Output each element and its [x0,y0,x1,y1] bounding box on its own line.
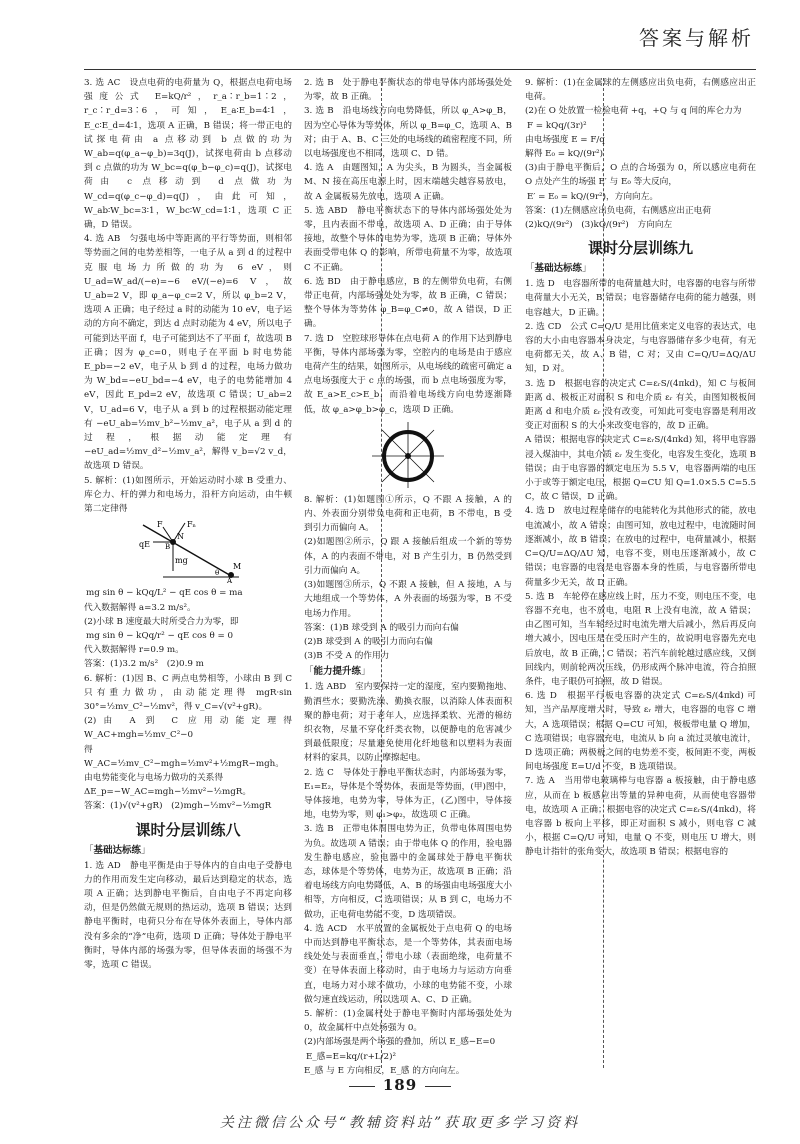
answer-8-3: 3. 选 B 沿电场线方向电势降低，所以 φ_A>φ_B，因为空心导体为等势体，所以 φ_B=φ_C，选项 A、B 对；由于 A、B、C 三处的电场线的疏密程度不同，所以电场强度也不相同，选项 C、D 错。 [304,106,512,160]
fig-label-f: F [157,520,163,530]
fig-label-qe: qE [139,540,150,550]
answer-9-3: 由电场强度 E = F/q [525,134,605,145]
answer-9b-2: 2. 选 CD 公式 C=Q/U 是用比值来定义电容的表达式，电容的大小由电容器本身决定，与电容器储存多少电荷，有无电荷都无关，故 A、B 错，C 对；又由 C=Q/U=ΔQ/ΔU 知，D 对。 [525,321,756,375]
answer-9-1: 9. 解析：(1)在金属球的左侧感应出负电荷，右侧感应出正电荷。 [525,78,756,103]
answer-9b-6: 6. 选 D 根据平行板电容器的决定式 C=εᵣS/(4πkd) 可知，当产品厚度增大时，导致 εᵣ 增大，电容器的电容 C 增大，A 选项错误；根据 Q=CU 可知，极板带电量 Q 增加，C 选项错误；电容器充电，电流从 b 向 a 流过灵敏电流计，D 选项正确；两极板之间的电势差不变，板间距不变，两板间电场强度 E=U/d 不变，B 选项错误。 [525,691,756,773]
answer-8-6: 6. 选 BD 由于静电感应，B 的左侧带负电荷，右侧带正电荷，内部场强处处为零，故 B 正确，C 错误；整个导体为等势体 φ_B=φ_C≠0，故 A 错误，D 正确。 [304,276,512,330]
header-rule [84,69,756,70]
answer-6-part4: 由电势能变化与电场力做功的关系得 [84,772,223,783]
answer-9-4: 解得 E₀ = kQ/(9r²) [525,149,604,160]
answer-9-final: 答案：(1)左侧感应出负电荷，右侧感应出正电荷 (2)kQ/(9r²) (3)kQ/(9r²) 方向向左 [525,205,712,231]
fig-label-mg: mg [175,556,188,566]
page-header [0,0,800,72]
fig-label-m: M [233,562,242,572]
subsection-improve: 「能力提升练」 [304,666,371,678]
equation-1: mg sin θ − kQq/L² − qE cos θ = ma [86,588,243,599]
content-columns [84,76,756,1076]
answer-8-1: 1. 选 AD 静电平衡是由于导体内的自由电子受静电力的作用而发生定向移动，最后达到稳定的状态，选项 A 正确；达到静电平衡后，自由电子不再定向移动，但是仍然做无规则的热运动，选项 B 错误；达到静电平衡时，电荷只分布在导体外表面上，导体内部没有多余的“净”电荷，选项 D 正确；导体处于静电平衡时，导体内部的场强为零，但导体表面的场强不为零，选项 C 错误。 [84,860,292,970]
answer-8-8-final: 答案：(1)B 球受到 A 的吸引力而向右偏 (2)B 球受到 A 的吸引力而向右偏 (3)B 不受 A 的作用力 [304,622,459,662]
answer-9b-3b: A 错误；根据电容的决定式 C=εᵣS/(4πkd) 知，将甲电容器浸入煤油中，其电介质 εᵣ 发生变化，电容发生变化，选项 B 错误；由于电容器的额定电压为 5.5 V，电容器两端的电压小于或等于额定电压，根据 Q=CU 知 Q=1.0×5.5 C=5.5 C，故 C 错误，D 正确。 [525,435,756,503]
answer-8-improve-5b: (2)内部场强是两个场强的叠加，所以 E_感−E=0 [304,1037,496,1048]
equation-2: mg sin θ − kQq/r² − qE cos θ = 0 [86,630,234,641]
answer-8-8-part1: 8. 解析：(1)如题图①所示，Q 不跟 A 接触，A 的内、外表面分别带负电荷和正电荷，B 不带电，B 受到引力而偏向 A。 [304,494,512,534]
page-number: 189 [0,1076,800,1094]
rod-line [143,525,233,577]
footer-note: 关注微信公众号“教辅资料站”获取更多学习资料 [219,1115,581,1131]
answer-8-5: 5. 选 ABD 静电平衡状态下的导体内部场强处处为零，且内表面不带电，故选项 A、D 正确；由于导体接地，故整个导体的电势为零，选项 B 正确；导体外表面受带电体 Q 的影响，所带电荷量不为零，故选项 C 不正确。 [304,205,512,273]
answer-6-part1: 6. 解析：(1)因 B、C 两点电势相等，小球由 B 到 C 只有重力做功，由动能定理得 mgR·sin 30°=½mv_C²−½mv²，得 v_C=√(v²+gR)。 [84,673,292,712]
answer-5-result-r: 代入数据解得 r=0.9 m。 [84,645,184,656]
equation-3: E_感=E=kq/(r+L/2)² [306,1051,396,1062]
answer-8-improve-1: 1. 选 ABD 室内要保持一定的湿度，室内要勤拖地、勤洒些水；要勤洗澡、勤换衣服，以消除人体表面积聚的静电荷；对于老年人，应选择柔软、光滑的棉纺织衣物，尽量不穿化纤类衣物，以便静电的危害减少到最低限度；尽量避免使用化纤地毯和以塑料为表面材料的家具，以防止摩擦起电。 [304,682,512,764]
equation-4: F = kQq/(3r)² [527,120,587,131]
page-number-dash [425,1086,451,1087]
subsection-basic-9: 「基础达标练」 [525,263,592,275]
answer-8-8-part3: (3)如题图③所示，Q 不跟 A 接触，但 A 接地，A 与大地组成一个等势体，A 外表面的场强为零，B 不受电场力作用。 [304,580,512,619]
answer-9b-7: 7. 选 A 当用带电玻璃棒与电容器 a 板接触，由于静电感应，从而在 b 板感应出等量的异种电荷，从而使电容器带电，故选项 A 正确；根据电容的决定式 C=εᵣS/(4πkd)，将电容器 b 板向上平移，即正对面积 S 减小，则电容 C 减小，根据 C=Q/U 可知，电量 Q 不变，则电压 U 增大，则静电计指针的张角变大，故选项 B 错误；根据电容的 [525,776,756,858]
section-title-8: 课时分层训练八 [135,820,241,839]
answer-9-5: (3)由于静电平衡后，O 点的合场强为 0，所以感应电荷在 O 点处产生的场强 E′ 与 E₀ 等大反向， [525,163,756,188]
answer-8-improve-5: 5. 解析：(1)金属杆处于静电平衡时内部场强处处为 0，故金属杆中点处场强为 0。 [304,1008,512,1034]
answer-5-intro: 5. 解析：(1)如图所示，开始运动时小球 B 受重力、库仑力、杆的弹力和电场力，沿杆方向运动，由牛顿第二定律得 [84,475,292,515]
answer-9b-5: 5. 选 B 车轮停在感应线上时，压力不变，则电压不变，电容器不充电，也不放电，电阻 R 上没有电流，故 A 错误；由乙图可知，当车轮经过时电流先增大后减小，然后再反向增大减小，因电压是在受压时产生的，故说明电容器先充电后放电，故 B 正确，C 错误；若汽车前轮越过感应线，又倒回线内，则前轮两次压线，仍形成两个脉冲电流，符合拍照条件，电子眼仍可拍照，故 D 错误。 [525,591,756,687]
answer-8-4: 4. 选 A 由题图知，A 为尖头，B 为圆头，当金属板 M、N 接在高压电源上时，因末端越尖越容易放电，故 A 金属板易先放电，选项 A 正确。 [304,163,512,202]
subsection-basic: 「基础达标练」 [84,844,151,856]
answer-9-2: (2)在 O 处放置一检验电荷 +q，+Q 与 q 间的库仑力为 [525,106,742,117]
equation-5: E′ = E₀ = kQ/(9r²)，方向向左。 [527,191,659,202]
answer-6-part2: (2)由 A 到 C 应用动能定理得 W_AC+mgh=½mv_C²−0 [84,716,292,741]
answer-8-8-part2: (2)如题图②所示，Q 跟 A 接触后组成一个新的等势体，A 的内表面不带电，对 B 产生引力，B 仍然受到引力而偏向 A。 [304,537,512,576]
answer-8-2: 2. 选 B 处于静电平衡状态的带电导体内部场强处处为零，故 B 正确。 [304,78,512,103]
answer-8-improve-2: 2. 选 C 导体处于静电平衡状态时，内部场强为零，E₁=E₂，导体是个等势体，表面是等势面，(甲)图中，导体接地，电势为零，导体为正，(乙)图中，导体接地，电势为零，则 φ₁>φ₂，故选项 C 正确。 [304,767,512,821]
answer-5-result-a: 代入数据解得 a=3.2 m/s²。 [84,602,196,613]
section-title-9: 课时分层训练九 [587,239,693,258]
column-middle [304,76,512,1076]
answer-5-part2: (2)小球 B 速度最大时所受合力为零，即 [84,616,239,627]
answer-9b-1: 1. 选 D 电容器所带的电荷量越大时，电容器的电容与所带电荷量大小无关，B 错误；电容器储存电荷的能力越强，则电容越大，D 正确。 [525,279,756,318]
column-right [525,76,756,1076]
force-diagram-figure [133,519,243,583]
answer-5-final: 答案：(1)3.2 m/s² (2)0.9 m [84,659,204,670]
answer-9b-4: 4. 选 D 放电过程是储存的电能转化为其他形式的能，放电电流减小，故 A 错误；由图可知，放电过程中，电流随时间逐渐减小，故 B 错误；在放电的过程中，电荷量减小，根据 C=Q/U=ΔQ/ΔU 知，电容不变，则电压逐渐减小，故 C 错误；电容器的电容是电容器本身的性质，与电容器所带电荷量多少无关，故 D 正确。 [525,506,756,588]
answer-6-final: 答案：(1)√(v²+gR) (2)mgh−½mv²−½mgR [84,801,272,812]
header-title: 答案与解析 [639,26,754,50]
fig-label-theta: θ [215,569,220,578]
answer-6-part5: ΔE_p=−W_AC=mgh−½mv²−½mgR。 [84,787,252,798]
fig-label-fn: Fₙ [187,520,197,530]
page-number-dash [349,1086,375,1087]
answer-4: 4. 选 AB 匀强电场中等距离的平行等势面，则相邻等势面之间的电势差相等，一电子从 a 到 d 的过程中克服电场力所做的功为 6 eV，则 U_ad=W_ad/(−e)=−6 eV/(−e)=6 V，故 U_ab=2 V，即 φ_a−φ_c=2 V，所以 φ_b=2 V，选项 A 正确；电子经过 a 时的动能为 10 eV，电子运动的方向不确定，到达 d 点时动能为 4 eV，所以电子可能到达平面 f，电子可能到达不了平面 f，故选项 B 正确；因为 φ_c=0，则电子在平面 b 时电势能 E_pb=−2 eV，电子从 b 到 d 的过程，电场力做功为 W_bd=−eU_bd=−4 eV，电子的电势能增加 4 eV，因此 E_pd=2 eV，故选项 C 错误；U_ab=2 V，U_ad=6 V，电子从 a 到 b 的过程根据动能定理有 −eU_ab=½mv_b²−½mv_a²，电子从 a 到 d 的过程，根据动能定理有 −eU_ad=½mv_d²−½mv_a²，解得 v_b=√2 v_d，故选项 D 错误。 [84,234,292,472]
column-left [84,76,292,1076]
fig-label-n: N [177,532,184,542]
answer-9b-3: 3. 选 D 根据电容的决定式 C=εᵣS/(4πkd)，知 C 与板间距离 d、极板正对面积 S 和电介质 εᵣ 有关，由图知极板间距离 d 和电介质 εᵣ 没有改变，可知此可变电容器是利用改变正对面积 S 的大小来改变电容的，故 D 正确。 [525,378,756,432]
answer-3: 3. 选 AC 设点电荷的电荷量为 Q，根据点电荷电场强度公式 E=kQ/r²，r_a∶r_b=1∶2，r_c∶r_d=3∶6，可知，E_a∶E_b=4∶1，E_c∶E_d=4∶1，选项 A 正确，B 错误；将一带正电的试探电荷由 a 点移动到 b 点做的功为 W_ab=q(φ_a−φ_b)=3q(J)，试探电荷由 b 点移动到 c 点做的功为 W_bc=q(φ_b−φ_c)=q(J)，试探电荷由 c 点移动到 d 点做功为 W_cd=q(φ_c−φ_d)=q(J)，由此可知，W_ab∶W_bc=3∶1，W_bc∶W_cd=1∶1，选项 C 正确，D 错误。 [84,78,292,231]
answer-8-improve-4: 4. 选 ACD 水平放置的金属板处于点电荷 Q 的电场中而达到静电平衡状态，是一个等势体，其表面电场线处处与表面垂直，带电小球（表面绝缘，电荷量不变）在导体表面上移动时，由于电场力与运动方向垂直，电场力对小球不做功，小球的电势能不变，小球做匀速直线运动，所以选项 A、C、D 正确。 [304,923,512,1005]
fig-label-a: A [227,577,233,584]
fig-label-b: B [165,543,171,552]
answer-6-part3: 得 W_AC=½mv_C²−mgh=½mv²+½mgR−mgh。 [84,744,284,769]
answer-8-improve-5c: E_感 与 E 方向相反，E_感 的方向向左。 [304,1065,465,1076]
answer-8-improve-3: 3. 选 B 正带电体周围电势为正，负带电体周围电势为负。故选项 A 错误；由于带电体 Q 的作用，验电器发生静电感应，验电器中的金属球处于静电平衡状态，球体是个等势体，电势为正，故选项 B 正确；沿着电场线方向电势降低，A、B 的场强由电场强度大小相等，方向相反，C 选项错误；从 B 到 C，电场力不做功，正电荷电势能不变，D 选项错误。 [304,824,512,920]
field-lines-figure [366,420,450,490]
answer-8-7: 7. 选 D 空腔球形导体在点电荷 A 的作用下达到静电平衡，导体内部场强为零，空腔内的电场是由于感应电荷产生的结果，如图所示，从电场线的疏密可确定 a 点电场强度大于 c 点的场强，而 b 点电场强度为零，故 E_a>E_c>E_b，而沿着电场线方向电势逐渐降低，故 φ_a>φ_b>φ_c，选项 D 正确。 [304,333,512,415]
